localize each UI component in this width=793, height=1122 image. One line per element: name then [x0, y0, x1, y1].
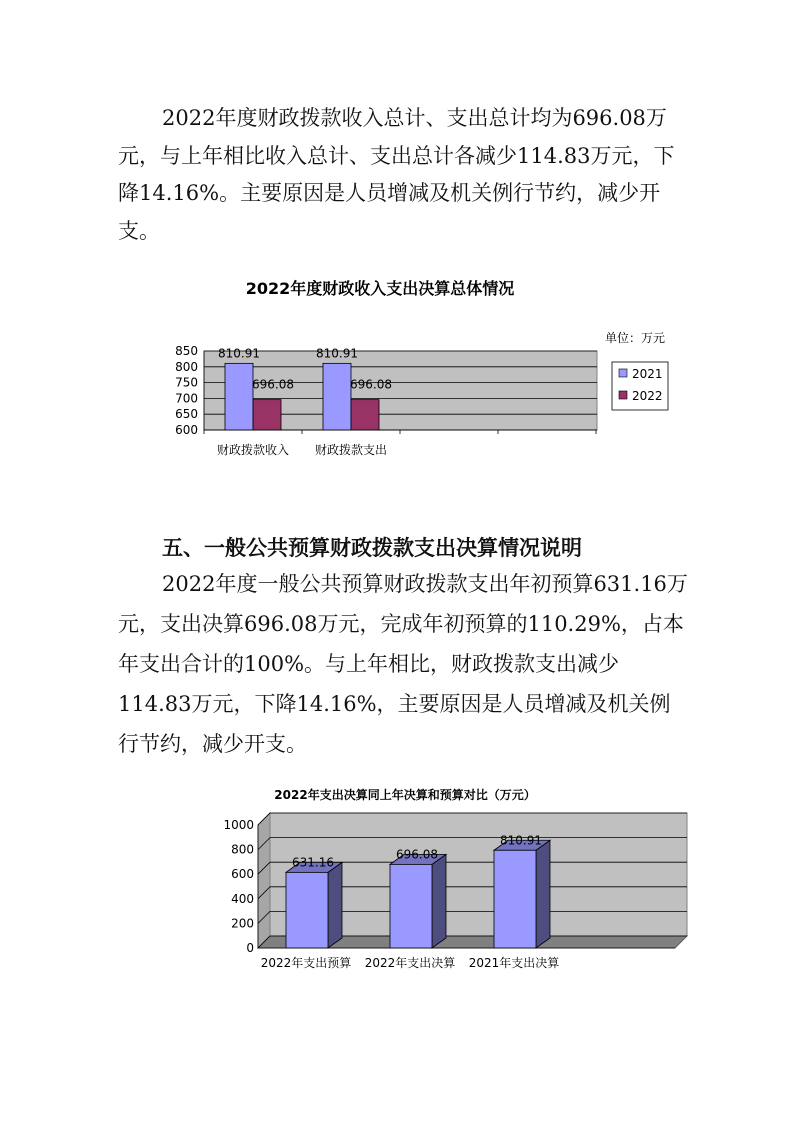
chart2-bar-side [328, 862, 342, 948]
chart1-ytick-label: 800 [175, 359, 198, 374]
chart1-category-label: 财政拨款支出 [314, 443, 388, 457]
chart1-legend-label: 2021 [632, 367, 663, 381]
chart1-ytick-label: 600 [175, 423, 198, 437]
expenditure-comparison-chart [210, 780, 710, 985]
chart2-value-label: 631.16 [292, 855, 334, 870]
chart1-legend-swatch [619, 369, 627, 377]
chart1-ytick-label: 850 [175, 344, 198, 358]
chart2-ytick-label: 400 [231, 891, 254, 906]
chart1-ytick-label: 700 [175, 391, 198, 406]
chart1-bar-2022 [351, 400, 379, 430]
chart2-bar-side [536, 840, 550, 948]
chart1-ytick-label: 650 [175, 407, 198, 422]
chart1-ytick-label: 750 [175, 375, 198, 390]
chart1-title: 2022年度财政收入支出决算总体情况 [245, 279, 515, 298]
chart1-bar-2021 [323, 363, 351, 430]
chart2-ytick-label: 1000 [223, 818, 254, 832]
chart2-bar [390, 864, 432, 948]
expenditure-paragraph: 2022年度一般公共预算财政拨款支出年初预算631.16万元，支出决算696.08万元，完成年初预算的110.29%，占本年支出合计的100%。与上年相比，财政拨款支出减少114.83万元，下降14.16%，主要原因是人员增减及机关例行节约，减少开支。 [118, 572, 688, 756]
chart1-value-label: 810.91 [218, 346, 260, 361]
chart2-bar [286, 872, 328, 948]
chart2-title: 2022年支出决算同上年决算和预算对比（万元） [274, 788, 536, 802]
chart2-bar-side [432, 854, 446, 948]
chart1-category-label: 财政拨款收入 [216, 443, 290, 457]
chart1-legend-label: 2022 [632, 389, 663, 403]
chart2-ytick-label: 600 [231, 867, 254, 882]
chart1-bar-2022 [253, 400, 281, 430]
chart2-value-label: 696.08 [396, 847, 438, 862]
chart1-value-label: 696.08 [252, 377, 294, 392]
chart1-value-label: 810.91 [316, 346, 358, 361]
chart1-bar-2021 [225, 363, 253, 430]
chart2-side-wall [258, 813, 270, 948]
intro-paragraph: 2022年度财政拨款收入总计、支出总计均为696.08万元，与上年相比收入总计、支出总计各减少114.83万元，下降14.16%。主要原因是人员增减及机关例行节约，减少开支。 [118, 106, 675, 243]
chart2-ytick-label: 800 [231, 842, 254, 857]
chart2-bar [494, 850, 536, 948]
chart1-legend-swatch [619, 391, 627, 399]
chart2-category-label: 2022年支出决算 [364, 956, 456, 970]
chart2-ytick-label: 0 [246, 941, 254, 955]
section-heading: 五、一般公共预算财政拨款支出决算情况说明 [162, 536, 582, 560]
overall-income-expenditure-chart [160, 270, 680, 470]
chart1-value-label: 696.08 [350, 377, 392, 392]
chart2-category-label: 2022年支出预算 [260, 956, 352, 970]
chart1-unit-label: 单位：万元 [604, 331, 665, 345]
chart2-ytick-label: 200 [231, 916, 254, 931]
chart2-value-label: 810.91 [500, 833, 542, 848]
chart2-category-label: 2021年支出决算 [468, 956, 560, 970]
